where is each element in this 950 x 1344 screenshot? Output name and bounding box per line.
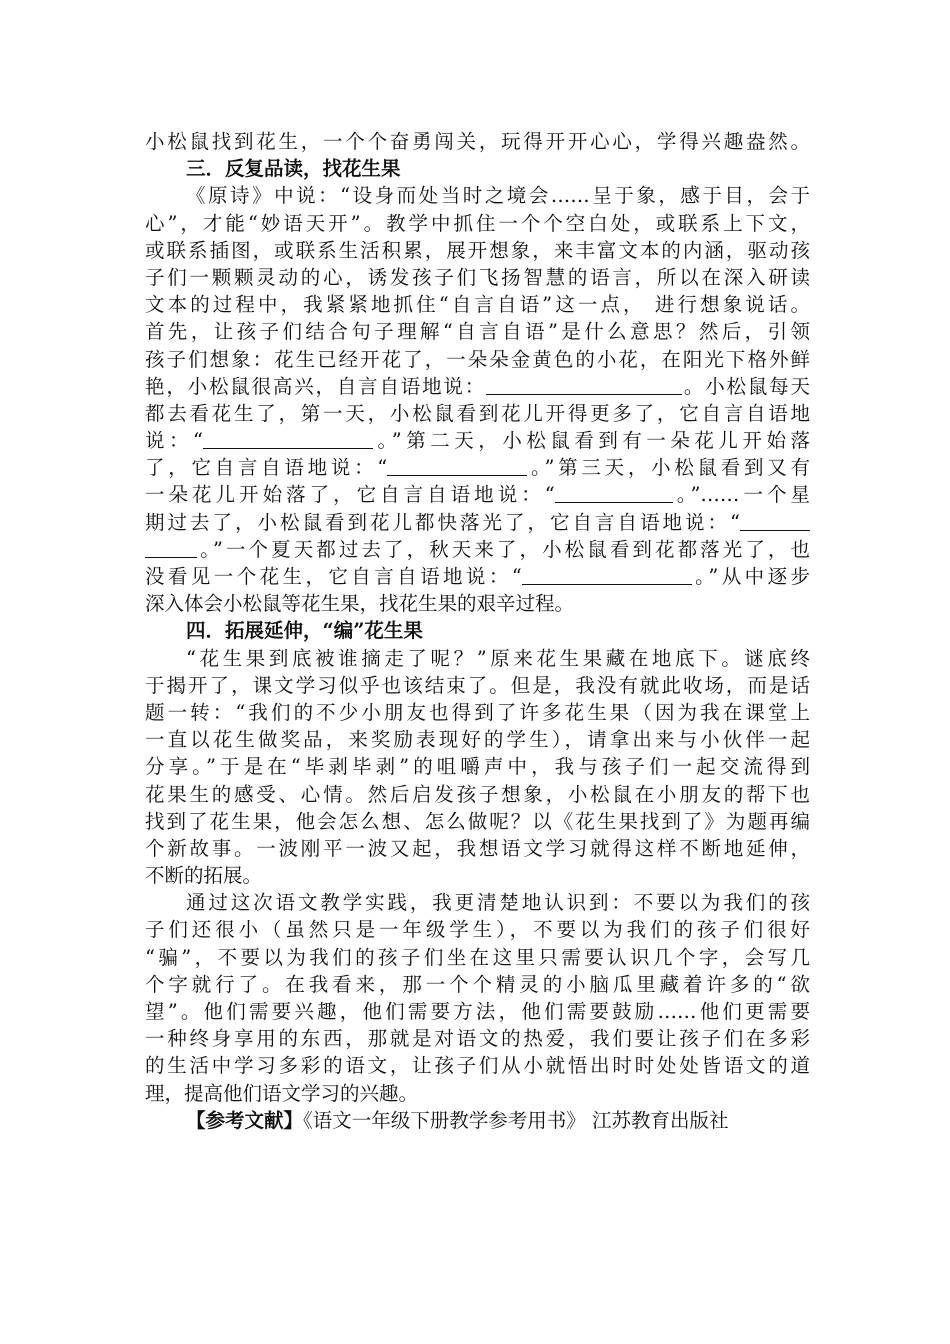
document-body (145, 128, 810, 1134)
paragraph-line: 花果生的感受、心情。然后启发孩子想象，小松鼠在小朋友的帮下也 (145, 782, 810, 806)
section-heading-3: 三．反复品读，找花生果 (186, 157, 401, 181)
paragraph-line: 心”，才能“妙语天开”。教学中抓住一个个空白处，或联系上下文， (145, 211, 810, 235)
paragraph-line: 不断的拓展。 (145, 864, 263, 888)
paragraph-line: 个新故事。一波刚平一波又起，我想语文学习就得这样不断地延伸， (145, 836, 810, 860)
reference-label: 【参考文献】 (186, 1108, 304, 1132)
fill-in-blank (203, 430, 373, 449)
paragraph-line: 找到了花生果，他会怎么想、怎么做呢？以《花生果找到了》为题再编 (145, 809, 810, 833)
text-segment: 期过去了，小松鼠看到花儿都快落光了，它自言自语地说：“ (145, 510, 740, 534)
paragraph-line: 个字就行了。在我看来，那一个个精灵的小脑瓜里藏着许多的“欲 (145, 972, 810, 996)
text-segment: 没看见一个花生，它自言自语地说：“ (145, 565, 522, 588)
paragraph-line: 深入体会小松鼠等花生果，找花生果的艰辛过程。 (145, 592, 575, 616)
paragraph-line: “骗”，不要以为我们的孩子们坐在这里只需要认识几个字，会写几 (145, 945, 810, 969)
paragraph-line (145, 563, 810, 590)
text-segment: 。”一个夏天都过去了，秋天来了，小松鼠看到花都落光了，也 (197, 537, 810, 561)
paragraph-line: 孩子们想象：花生已经开花了，一朵朵金黄色的小花，在阳光下格外鲜 (145, 347, 810, 371)
text-segment: 。”第二天，小松鼠看到有一朵花儿开始落 (373, 429, 810, 453)
paragraph-line: 理，提高他们语文学习的兴趣。 (145, 1081, 419, 1105)
paragraph-line (145, 509, 810, 536)
fill-in-blank (145, 539, 197, 558)
paragraph-line: 或联系插图，或联系生活积累，展开想象，来丰富文本的内涵，驱动孩 (145, 238, 810, 262)
reference-text: 《语文一年级下册教学参考用书》 江苏教育出版社 (303, 1108, 729, 1132)
text-segment: 了，它自言自语地说：“ (145, 456, 388, 480)
section-heading-4: 四．拓展延伸，“编”花生果 (186, 619, 423, 643)
paragraph-line: 题一转：“我们的不少小朋友也得到了许多花生果（因为我在课堂上 (145, 700, 810, 724)
paragraph-line (145, 373, 810, 400)
paragraph-line (145, 454, 810, 481)
paragraph-line: 一直以花生做奖品，来奖励表现好的学生），请拿出来与小伙伴一起 (145, 728, 810, 752)
text-segment: 一朵花儿开始落了，它自言自语地说：“ (145, 483, 555, 507)
paragraph-line: 《原诗》中说：“设身而处当时之境会……呈于象，感于目，会于 (186, 184, 810, 208)
paragraph-line: 小松鼠找到花生，一个个奋勇闯关，玩得开开心心，学得兴趣盎然。 (145, 130, 810, 153)
paragraph-line (145, 427, 810, 454)
fill-in-blank (486, 376, 682, 395)
paragraph-line (145, 536, 810, 563)
paragraph-line: 于揭开了，课文学习似乎也该结束了。但是，我没有就此收场，而是话 (145, 673, 810, 697)
paragraph-line: 子们还很小（虽然只是一年级学生），不要以为我们的孩子们很好 (145, 918, 810, 942)
paragraph-line: 一种终身享用的东西，那就是对语文的热爱，我们要让孩子们在多彩 (145, 1027, 810, 1051)
paragraph-line: 望”。他们需要兴趣，他们需要方法，他们需要鼓励……他们更需要 (145, 1000, 810, 1023)
text-segment: 艳，小松鼠很高兴，自言自语地说： (145, 374, 487, 398)
paragraph-line: 子们一颗颗灵动的心，诱发孩子们飞扬智慧的语言，所以在深入研读 (145, 265, 810, 289)
fill-in-blank (740, 512, 810, 531)
fill-in-blank (555, 484, 673, 503)
text-segment: 。小松鼠每天 (682, 374, 810, 398)
paragraph-line: 都去看花生了，第一天，小松鼠看到花儿开得更多了，它自言自语地 (145, 401, 810, 425)
paragraph-line: 分享。”于是在“毕剥毕剥”的咀嚼声中，我与孩子们一起交流得到 (145, 755, 810, 779)
paragraph-line: 文本的过程中，我紧紧地抓住“自言自语”这一点， 进行想象说话。 (145, 293, 810, 317)
text-segment: 。”……一个星 (672, 483, 810, 507)
paragraph-line: 首先，让孩子们结合句子理解“自言自语”是什么意思？然后，引领 (145, 320, 810, 344)
paragraph-line: 通过这次语文教学实践，我更清楚地认识到：不要以为我们的孩 (186, 891, 810, 915)
paragraph-line: “花生果到底被谁摘走了呢？”原来花生果藏在地底下。谜底终 (186, 646, 810, 670)
fill-in-blank (387, 457, 527, 476)
text-segment: 。”从中逐步 (691, 565, 810, 588)
text-segment: 。”第三天，小松鼠看到又有 (527, 456, 810, 480)
fill-in-blank (522, 566, 692, 585)
paragraph-line: 的生活中学习多彩的语文，让孩子们从小就悟出时时处处皆语文的道 (145, 1054, 810, 1078)
reference-line (145, 1107, 810, 1134)
text-segment: 说：“ (145, 429, 203, 453)
paragraph-line (145, 481, 810, 508)
